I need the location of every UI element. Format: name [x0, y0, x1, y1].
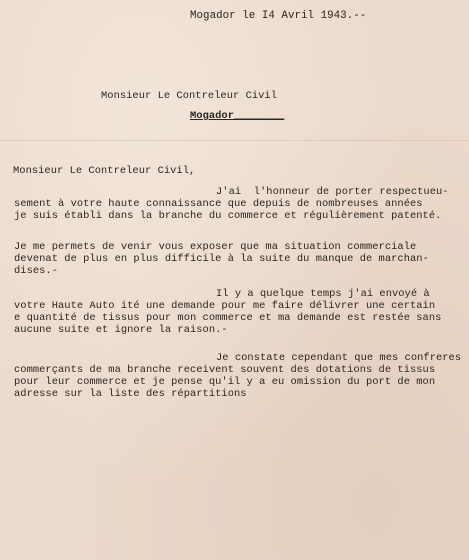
paragraph3-line: e quantité de tissus pour mon commerce et ma demande est restée sans: [14, 312, 442, 324]
paragraph4-line: pour leur commerce et je pense qu'il y a eu omission du port de mon: [14, 376, 436, 388]
paragraph1-line: J'ai l'honneur de porter respectueu-: [216, 186, 449, 198]
paragraph2-line: dises.-: [14, 265, 58, 277]
paragraph2-line: Je me permets de venir vous exposer que ma situation commerciale: [14, 241, 417, 253]
paragraph2-line: devenat de plus en plus difficile à la suite du manque de marchan-: [14, 253, 429, 265]
recipient-title: Monsieur Le Contreleur Civil: [101, 90, 277, 102]
paragraph1-line: sement à votre haute connaissance que depuis de nombreuses années: [14, 198, 423, 210]
recipient-city: Mogador________: [190, 110, 285, 122]
paragraph3-line: aucune suite et ignore la raison.-: [14, 324, 228, 336]
paragraph3-line: votre Haute Auto ité une demande pour me faire délivrer une certain: [14, 300, 436, 312]
salutation: Monsieur Le Contreleur Civil,: [13, 165, 196, 177]
paragraph4-line: Je constate cependant que mes confreres: [216, 352, 462, 364]
paragraph4-line: commerçants de ma branche receivent souvent des dotations de tissus: [14, 364, 436, 376]
paragraph4-line: adresse sur la liste des répartitions: [14, 388, 247, 400]
paragraph3-line: Il y a quelque temps j'ai envoyé à: [216, 288, 430, 300]
letter-date: Mogador le I4 Avril 1943.--: [190, 10, 367, 22]
paper-fold: [0, 140, 469, 141]
paragraph1-line: je suis établi dans la branche du commerce et régulièrement patenté.: [14, 210, 442, 222]
